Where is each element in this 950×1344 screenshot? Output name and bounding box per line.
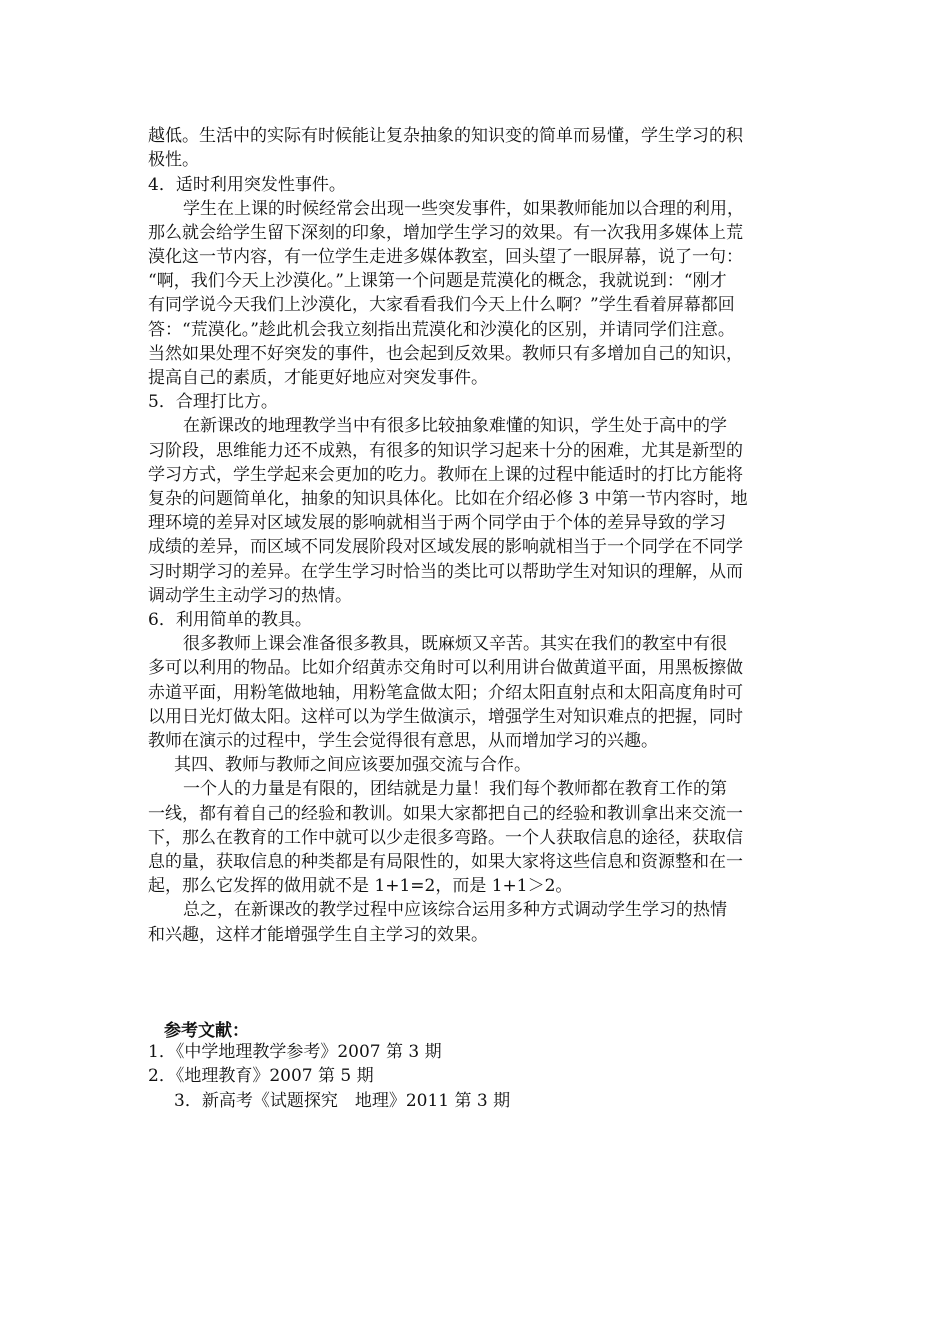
text-line: 一线，都有着自己的经验和教训。如果大家都把自己的经验和教训拿出来交流一 [148,804,743,824]
text-line: 调动学生主动学习的热情。 [148,586,352,606]
reference-item: 2．《地理教育》2007 第 5 期 [148,1066,374,1086]
text-line: 学生在上课的时候经常会出现一些突发事件，如果教师能加以合理的利用， [183,199,744,219]
text-line: 习时期学习的差异。在学生学习时恰当的类比可以帮助学生对知识的理解，从而 [148,562,743,582]
text-line: 很多教师上课会准备很多教具，既麻烦又辛苦。其实在我们的教室中有很 [183,634,727,654]
text-line: “啊，我们今天上沙漠化。”上课第一个问题是荒漠化的概念，我就说到：“刚才 [148,271,727,291]
text-line: 总之，在新课改的教学过程中应该综合运用多种方式调动学生学习的热情 [183,900,727,920]
section-heading: 5．合理打比方。 [148,392,278,412]
reference-item: 1．《中学地理教学参考》2007 第 3 期 [148,1042,442,1062]
reference-item: 3．新高考《试题探究 地理》2011 第 3 期 [174,1091,511,1111]
text-line: 息的量，获取信息的种类都是有局限性的，如果大家将这些信息和资源整和在一 [148,852,743,872]
text-line: 一个人的力量是有限的，团结就是力量！我们每个教师都在教育工作的第 [183,779,727,799]
references-title: 参考文献： [164,1021,249,1041]
text-line: 越低。生活中的实际有时候能让复杂抽象的知识变的简单而易懂，学生学习的积 [148,126,743,146]
section-heading: 6．利用简单的教具。 [148,610,312,630]
section-heading: 其四、教师与教师之间应该要加强交流与合作。 [174,755,531,775]
section-heading: 4．适时利用突发性事件。 [148,175,346,195]
text-line: 漠化这一节内容，有一位学生走进多媒体教室，回头望了一眼屏幕，说了一句： [148,247,743,267]
text-line: 以用日光灯做太阳。这样可以为学生做演示，增强学生对知识难点的把握，同时 [148,707,743,727]
text-line: 下，那么在教育的工作中就可以少走很多弯路。一个人获取信息的途径，获取信 [148,828,743,848]
text-line: 当然如果处理不好突发的事件，也会起到反效果。教师只有多增加自己的知识， [148,344,743,364]
text-line: 习阶段，思维能力还不成熟，有很多的知识学习起来十分的困难，尤其是新型的 [148,441,743,461]
text-line: 极性。 [148,150,199,170]
text-line: 起，那么它发挥的做用就不是 1+1=2，而是 1+1＞2。 [148,876,573,896]
text-line: 多可以利用的物品。比如介绍黄赤交角时可以利用讲台做黄道平面，用黑板擦做 [148,658,743,678]
text-line: 和兴趣，这样才能增强学生自主学习的效果。 [148,925,488,945]
text-line: 在新课改的地理教学当中有很多比较抽象难懂的知识，学生处于高中的学 [183,416,727,436]
text-line: 赤道平面，用粉笔做地轴，用粉笔盒做太阳；介绍太阳直射点和太阳高度角时可 [148,683,743,703]
text-line: 有同学说今天我们上沙漠化，大家看看我们今天上什么啊？”学生看着屏幕都回 [148,295,735,315]
text-line: 复杂的问题简单化，抽象的知识具体化。比如在介绍必修 3 中第一节内容时，地 [148,489,748,509]
text-line: 教师在演示的过程中，学生会觉得很有意思，从而增加学习的兴趣。 [148,731,658,751]
text-line: 答：“荒漠化。”趁此机会我立刻指出荒漠化和沙漠化的区别，并请同学们注意。 [148,320,735,340]
text-line: 学习方式，学生学起来会更加的吃力。教师在上课的过程中能适时的打比方能将 [148,465,743,485]
text-line: 理环境的差异对区域发展的影响就相当于两个同学由于个体的差异导致的学习 [148,513,726,533]
text-line: 那么就会给学生留下深刻的印象，增加学生学习的效果。有一次我用多媒体上荒 [148,223,743,243]
text-line: 提高自己的素质，才能更好地应对突发事件。 [148,368,488,388]
text-line: 成绩的差异，而区域不同发展阶段对区域发展的影响就相当于一个同学在不同学 [148,537,743,557]
